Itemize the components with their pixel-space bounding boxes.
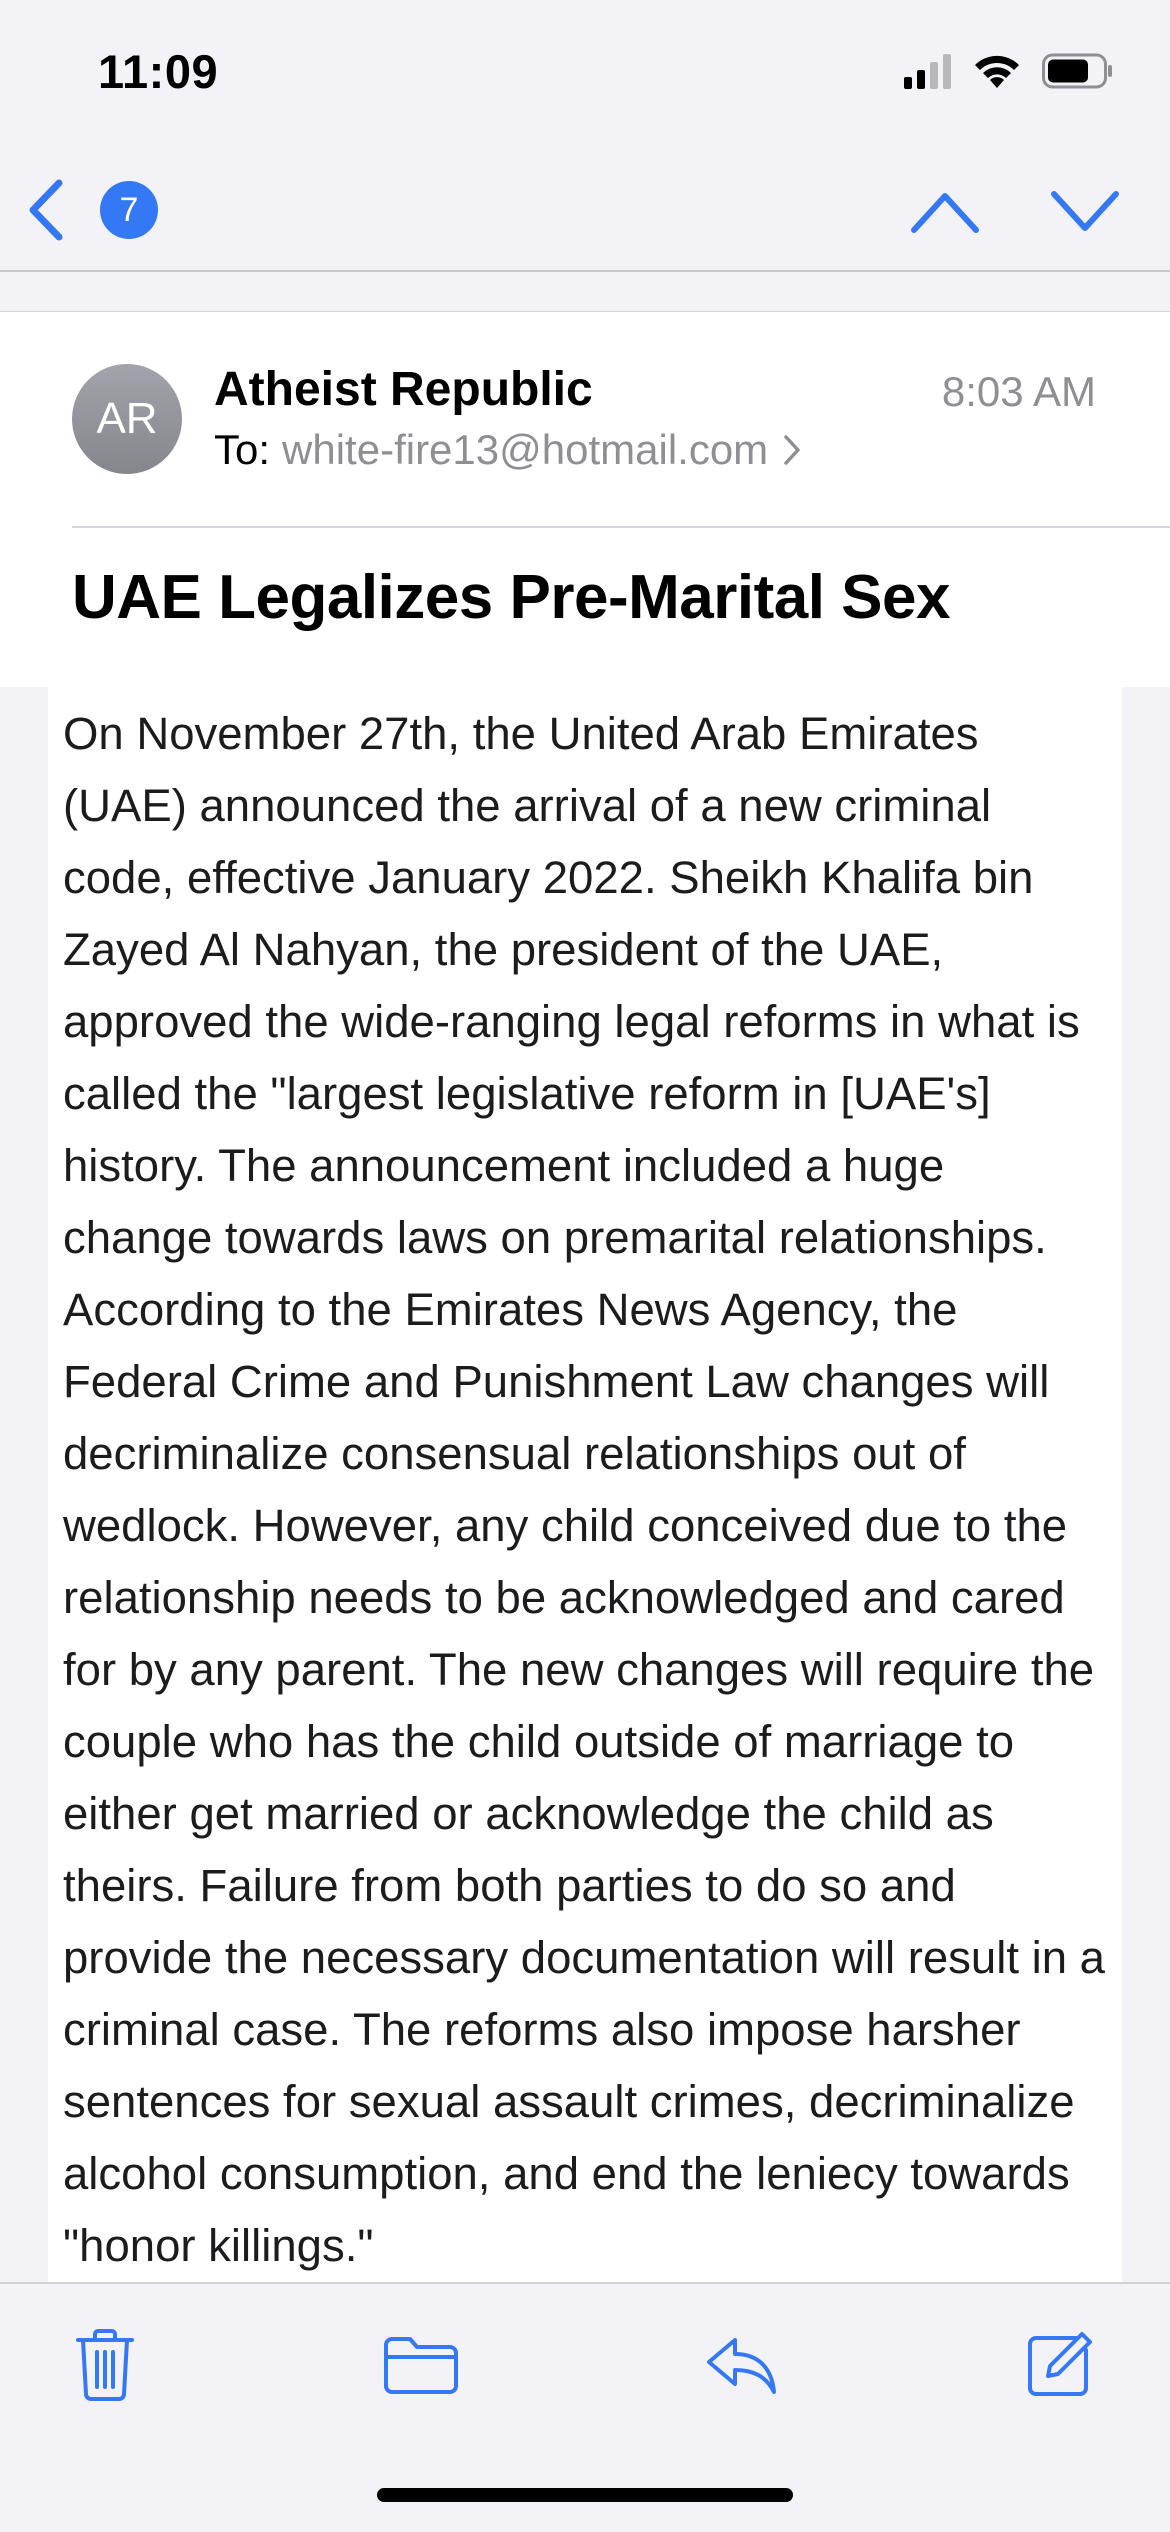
- status-time: 11:09: [98, 45, 219, 98]
- compose-icon[interactable]: [1014, 2320, 1104, 2410]
- message-timestamp: 8:03 AM: [941, 368, 1096, 415]
- header-gap: [0, 272, 1170, 312]
- cellular-signal-icon: [904, 53, 952, 94]
- trash-icon[interactable]: [60, 2320, 150, 2410]
- status-bar: [0, 0, 1170, 150]
- message-subject: UAE Legalizes Pre-Marital Sex: [72, 563, 950, 632]
- to-label: To:: [214, 426, 271, 473]
- previous-message-icon[interactable]: [900, 172, 990, 252]
- sender-avatar[interactable]: AR: [72, 364, 182, 474]
- recipient-line[interactable]: [214, 426, 802, 474]
- sender-name[interactable]: Atheist Republic: [214, 363, 593, 416]
- reply-icon[interactable]: [696, 2320, 786, 2410]
- wifi-icon: [972, 52, 1022, 95]
- battery-icon: [1042, 53, 1114, 94]
- nav-bar: [0, 150, 1170, 272]
- back-button[interactable]: [20, 170, 180, 250]
- message-body: [48, 687, 1122, 2282]
- message-body-area: [0, 687, 1170, 2282]
- status-icons: [904, 52, 1114, 95]
- unread-count-badge: 7: [100, 181, 158, 239]
- message-navigation: [900, 172, 1130, 252]
- back-chevron-icon: [20, 170, 70, 250]
- next-message-icon[interactable]: [1040, 172, 1130, 252]
- message-header: [0, 312, 1170, 687]
- chevron-right-icon: [782, 433, 802, 467]
- home-indicator[interactable]: [377, 2488, 793, 2502]
- recipient-address[interactable]: white-fire13@hotmail.com: [282, 426, 769, 473]
- message-body-text: On November 27th, the United Arab Emirates (UAE) announced the arrival of a new criminal code, effective January 2022. Sheikh Khalifa bin Zayed Al Nahyan, the president of the UAE, approved the wide-ranging legal reforms in what is called the "largest legislative reform in [UAE's] history. The announcement included a huge change towards laws on premarital relationships. According to the Emirates News Agency, the Federal Crime and Punishment Law changes will decriminalize consensual relationships out of wedlock. However, any child conceived due to the relationship needs to be acknowledged and cared for by any parent. The new changes will require the couple who has the child outside of marriage to either get married or acknowledge the child as theirs. Failure from both parties to do so and provide the necessary documentation will result in a criminal case. The reforms also impose harsher sentences for sexual assault crimes, decriminalize alcohol consumption, and end the leniecy towards "honor killings.": [63, 708, 1105, 2271]
- header-divider: [72, 526, 1170, 528]
- folder-icon[interactable]: [376, 2320, 466, 2410]
